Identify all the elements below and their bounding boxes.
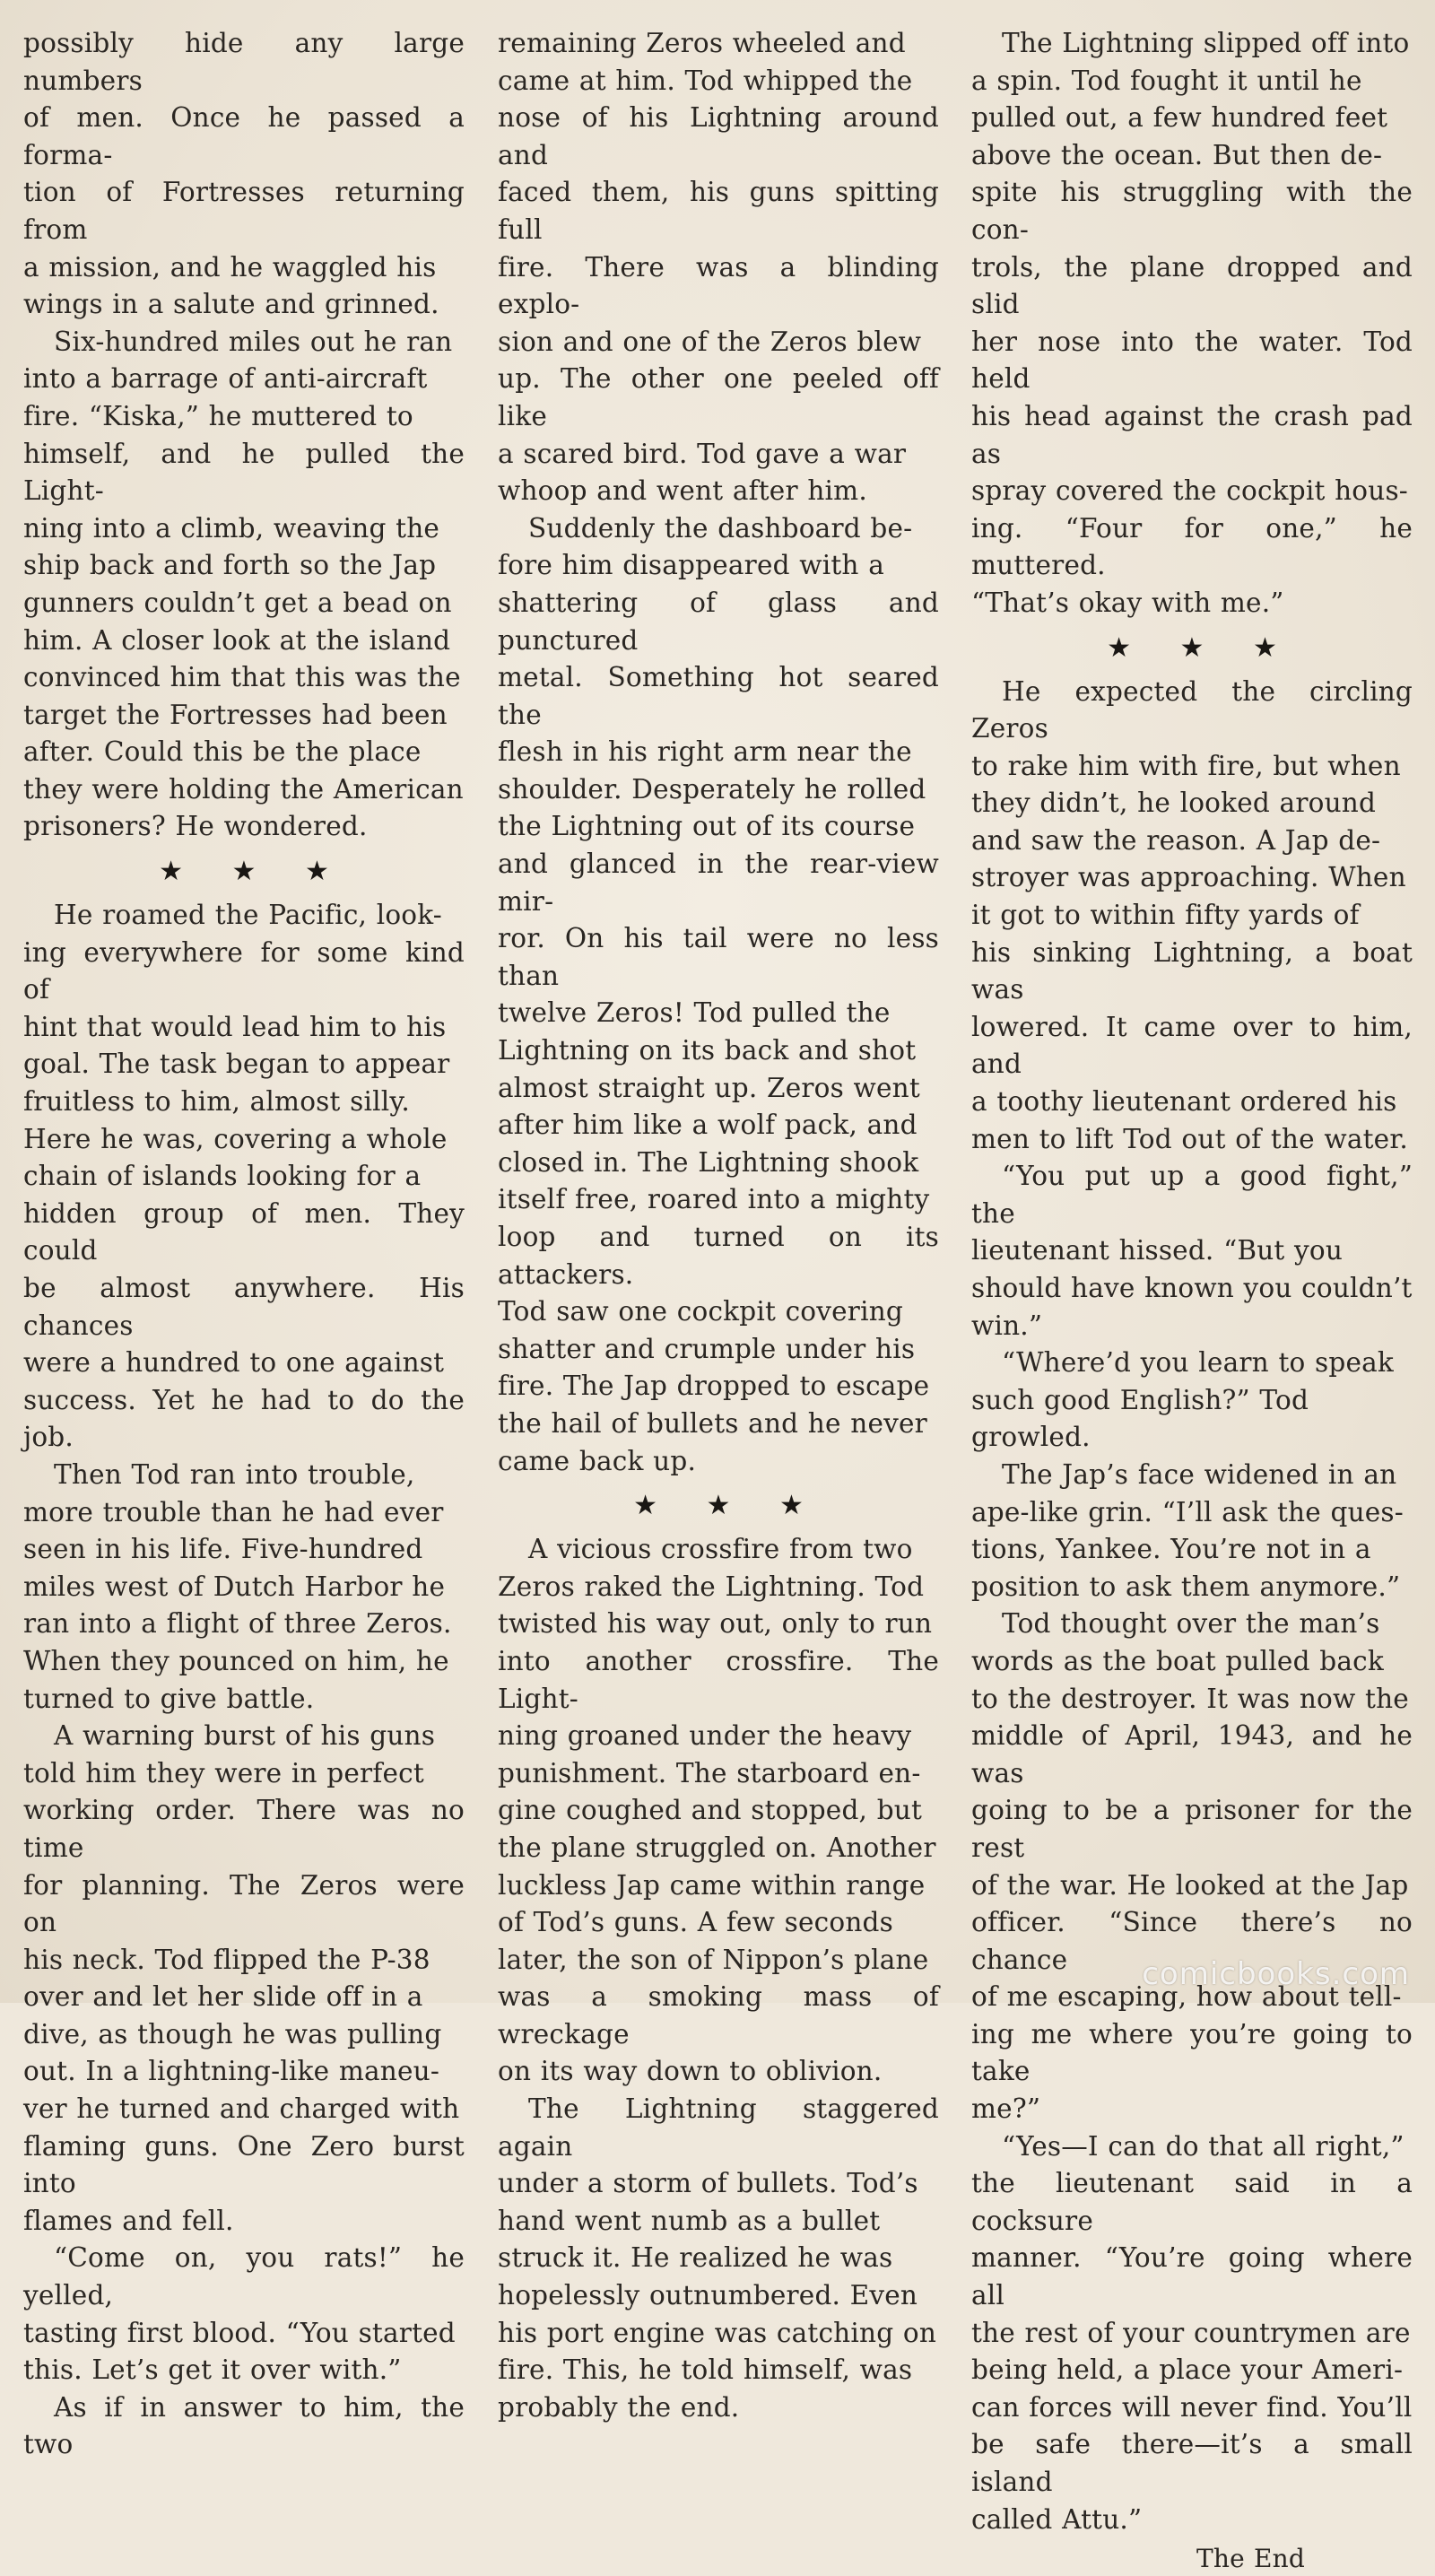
story-paragraph: A warning burst of his guns told him they were in perfect working order. There was no time for planning. The Zeros were on his neck. Tod flipped the P-38 over and let her slide off in a dive, as though he was pulling out. In a lightning-like maneu- ver he turned and charged with flaming guns. One Zero burst into flames and fell. [23, 1720, 465, 2236]
section-break-stars: ★ ★ ★ [159, 856, 349, 888]
story-paragraph: “Come on, you rats!” he yelled, tasting first blood. “You started this. Let’s get it over with.” [23, 2242, 465, 2386]
story-paragraph: Six-hundred miles out he ran into a barrage of anti-aircraft fire. “Kiska,” he muttered to himself, and he pulled the Light- ning into a climb, weaving the ship back and forth so the Jap gunners couldn’t get a bead on him. A closer look at the island convinced him that this was the target the Fortresses had been after. Could this be the place they were holding the American prisoners? He wondered. [23, 326, 465, 842]
text-column-1 [23, 25, 465, 2464]
story-paragraph: remaining Zeros wheeled and came at him. Tod whipped the nose of his Lightning around and faced them, his guns spitting full fire. There was a blinding explo- sion and one of the Zeros blew up. The other one peeled off like a scared bird. Tod gave a war whoop and went after him. [498, 28, 939, 507]
story-paragraph: The Lightning staggered again under a storm of bullets. Tod’s hand went numb as a bullet struck it. He realized he was hopelessly outnumbered. Even his port engine was catching on fire. This, he told himself, was probably the end. [498, 2093, 939, 2423]
story-paragraph: “Yes—I can do that all right,” the lieutenant said in a cocksure manner. “You’re going where all the rest of your countrymen are being held, a place your Ameri- can forces will never find. You’ll be safe there—it’s a small island called Attu.” [971, 2130, 1413, 2535]
story-paragraph: “You put up a good fight,” the lieutenant hissed. “But you should have known you couldn’t win.” [971, 1161, 1413, 1341]
story-paragraph: Tod thought over the man’s words as the boat pulled back to the destroyer. It was now the middle of April, 1943, and he was going to be a prisoner for the rest of the war. He looked at the Jap officer. “Since there’s no chance of me escaping, how about tell- ing me where you’re going to take me?” [971, 1608, 1413, 2125]
text-column-2 [498, 25, 939, 2426]
story-paragraph: He expected the circling Zeros to rake him with fire, but when they didn’t, he looked around and saw the reason. A Jap de- stroyer was approaching. When it got to within fifty yards of his sinking Lightning, a boat was lowered. It came over to him, and a toothy lieutenant ordered his men to lift Tod out of the water. [971, 675, 1413, 1154]
story-end-label: The End [1196, 2544, 1305, 2574]
story-paragraph: possibly hide any large numbers of men. Once he passed a forma- tion of Fortresses returning from a mission, and he waggled his wings in a salute and grinned. [23, 28, 465, 320]
section-break-stars: ★ ★ ★ [1107, 631, 1297, 664]
story-paragraph: Suddenly the dashboard be- fore him disappeared with a shattering of glass and punctured metal. Something hot seared the flesh in his right arm near the shoulder. Desperately he rolled the Lightning out of its course and glanced in the rear-view mir- ror. On his tail were no less than twelve Zeros! Tod pulled the Lightning on its back and shot almost straight up. Zeros went after him like a wolf pack, and closed in. The Lightning shook itself free, roared into a mighty loop and turned on its attackers. Tod saw one cockpit covering shatter and crumple under his fire. The Jap dropped to escape the hail of bullets and he never came back up. [498, 512, 939, 1476]
story-paragraph: The Lightning slipped off into a spin. Tod fought it until he pulled out, a few hundred feet above the ocean. But then de- spite his struggling with the con- trols, the plane dropped and slid her nose into the water. Tod held his head against the crash pad as spray covered the cockpit hous- ing. “Four for one,” he muttered. “That’s okay with me.” [971, 28, 1413, 618]
story-paragraph: “Where’d you learn to speak such good English?” Tod growled. [971, 1347, 1394, 1453]
story-paragraph: As if in answer to him, the two [23, 2391, 465, 2460]
story-paragraph: He roamed the Pacific, look- ing everywhere for some kind of hint that would lead him to his goal. The task began to appear fruitless to him, almost silly. Here he was, covering a whole chain of islands looking for a hidden group of men. They could be almost anywhere. His chances were a hundred to one against success. Yet he had to do the job. [23, 900, 465, 1453]
story-paragraph: A vicious crossfire from two Zeros raked the Lightning. Tod twisted his way out, only to run into another crossfire. The Light- ning groaned under the heavy punishment. The starboard en- gine coughed and stopped, but the plane struggled on. Another luckless Jap came within range of Tod’s guns. A few seconds later, the son of Nippon’s plane was a smoking mass of wreckage on its way down to oblivion. [498, 1534, 939, 2087]
text-column-3 [971, 25, 1413, 2576]
section-break-stars: ★ ★ ★ [633, 1490, 823, 1522]
story-paragraph: The Jap’s face widened in an ape-like grin. “I’ll ask the ques- tions, Yankee. You’re not in a position to ask them anymore.” [971, 1458, 1404, 1602]
site-watermark: comicbooks.com [1142, 1956, 1410, 1992]
story-paragraph: Then Tod ran into trouble, more trouble than he had ever seen in his life. Five-hundred miles west of Dutch Harbor he ran into a flight of three Zeros. When they pounced on him, he turned to give battle. [23, 1458, 452, 1714]
